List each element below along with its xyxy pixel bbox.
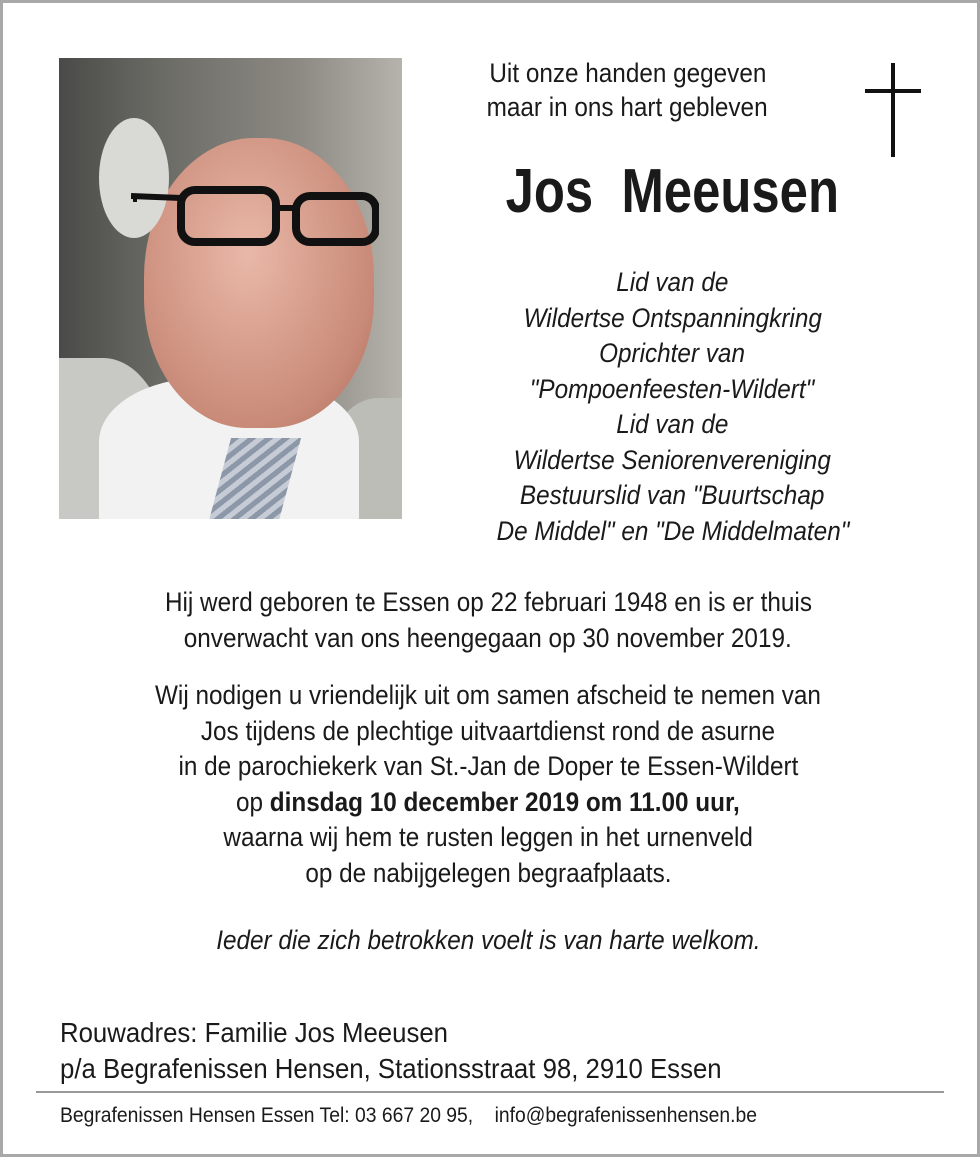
role-line: Lid van de (616, 409, 729, 439)
text-line: Wij nodigen u vriendelijk uit om samen afscheid te nemen van (155, 680, 821, 710)
portrait-photo (59, 58, 402, 519)
funeral-home-contact: Begrafenissen Hensen Essen Tel: 03 667 20 95, info@begrafenissenhensen.be (60, 1104, 758, 1127)
text-line: op de nabijgelegen begraafplaats. (304, 857, 672, 888)
text-line: Jos tijdens de plechtige uitvaartdienst rond de asurne (200, 715, 776, 746)
role-line: Wildertse Ontspanningkring (523, 302, 822, 333)
roles-list (420, 265, 925, 549)
text-line: in de parochiekerk van St.-Jan de Doper te Essen-Wildert (178, 751, 798, 781)
address-line: Rouwadres: Familie Jos Meeusen (60, 1017, 449, 1048)
address-line: p/a Begrafenissen Hensen, Stationsstraat 98, 2910 Essen (60, 1053, 722, 1084)
text-line: onverwacht van ons heengegaan op 30 november 2019. (184, 622, 792, 653)
text-line: waarna wij hem te rusten leggen in het urnenveld (223, 822, 753, 852)
role-line: Wildertse Seniorenvereniging (513, 444, 832, 475)
role-line: Lid van de (616, 267, 729, 297)
invitation-paragraph (20, 678, 956, 891)
role-line: De Middel" en "De Middelmaten" (496, 515, 849, 546)
motto-line: maar in ons hart gebleven (487, 92, 768, 122)
text-line: Hij werd geboren te Essen op 22 februari 1948 en is er thuis (164, 587, 812, 617)
cross-icon (865, 63, 921, 157)
role-line: "Pompoenfeesten-Wildert" (530, 373, 815, 404)
mourning-address (60, 1015, 779, 1087)
date-prefix: op (236, 786, 270, 817)
motto (440, 56, 815, 124)
role-line: Oprichter van (599, 338, 746, 368)
birth-death-paragraph (20, 585, 956, 656)
deceased-name: Jos Meeusen (505, 157, 840, 226)
divider (36, 1091, 944, 1093)
role-line: Bestuurslid van "Buurtschap (520, 480, 825, 510)
service-date: dinsdag 10 december 2019 om 11.00 uur, (269, 786, 740, 817)
motto-line: Uit onze handen gegeven (489, 58, 766, 88)
welcome-text: Ieder die zich betrokken voelt is van harte welkom. (215, 925, 761, 955)
